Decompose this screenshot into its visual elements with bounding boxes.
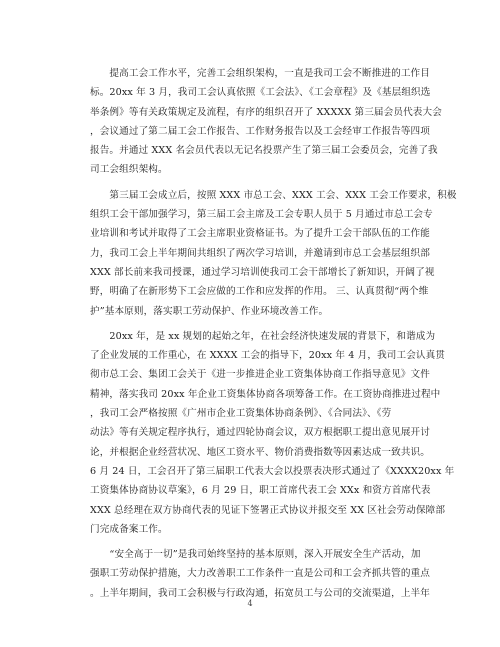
text-line: 彻市总工会、集团工会关于《进一步推进企业工资集体协商工作指导意见》文件 xyxy=(90,369,430,381)
paragraph xyxy=(90,186,457,321)
text-line: 20xx 年，是 xx 规划的起始之年，在社会经济快速发展的背景下，和谐成为 xyxy=(90,330,436,342)
text-line: ，我司工会严格按照《广州市企业工资集体协商条例》、《合同法》、《劳 xyxy=(90,408,392,420)
text-line: 组织工会干部加强学习，第三届工会主席及工会专职人员于 5 月通过市总工会专 xyxy=(90,209,433,221)
text-line: 论，并根据企业经营状况、地区工资水平、物价消费指数等因素达成一致共识。 xyxy=(90,446,430,458)
text-line: “安全高于一切”是我司始终坚持的基本原则，深入开展安全生产活动，加 xyxy=(90,549,421,561)
paragraph xyxy=(90,327,455,539)
text-line: 工资集体协商协议草案》，6 月 29 日，职工首席代表工会 XXx 和资方首席代表 xyxy=(90,485,431,497)
text-line: 第三届工会成立后，按照 XXX 市总工会、XXX 工会、XXX 工会工作要求，积极 xyxy=(90,189,457,201)
text-line: 标。20xx 年 3 月，我司工会认真依照《工会法》、《工会章程》及《基层组织选 xyxy=(90,87,431,99)
text-line: 司工会组织架构。 xyxy=(90,164,168,176)
text-line: 护”基本原则，落实职工劳动保护、作业环境改善工作。 xyxy=(90,305,329,317)
text-line: 了企业发展的工作重心，在 XXXX 工会的指导下，20xx 年 4 月，我司工会认真贯 xyxy=(90,350,446,362)
paragraph xyxy=(90,545,430,603)
body-text xyxy=(90,64,457,609)
text-line: 精神，落实我司 20xx 年企业工资集体协商各项筹备工作。在工资协商推进过程中 xyxy=(90,388,441,400)
text-line: XXX 总经理在双方协商代表的见证下签署正式协议并报交至 XX 区社会劳动保障部 xyxy=(90,504,446,516)
text-line: 举条例》等有关政策规定及流程，有序的组织召开了 XXXXX 第三届会员代表大会 xyxy=(90,106,442,118)
text-line: 野，明确了在新形势下工会应做的工作和应发挥的作用。 三、认真贯彻“两个维 xyxy=(90,286,429,298)
text-line: 报告。并通过 XXX 名会员代表以无记名投票产生了第三届工会委员会，完善了我 xyxy=(90,145,438,157)
paragraph xyxy=(90,64,442,180)
text-line: 。上半年期间，我司工会积极与行政沟通，拓宽员工与公司的交流渠道，上半年 xyxy=(90,587,430,599)
text-line: 动法》等有关规定程序执行，通过四轮协商会议，双方根据职工提出意见展开讨 xyxy=(90,427,430,439)
text-line: 业培训和考试并取得了工会主席职业资格证书。为了提升工会干部队伍的工作能 xyxy=(90,228,430,240)
text-line: XXX 部长前来我司授课，通过学习培训使我司工会干部增长了新知识，开阔了视 xyxy=(90,266,435,278)
text-line: 门完成备案工作。 xyxy=(90,523,168,535)
text-line: 强职工劳动保护措施，大力改善职工工作条件一直是公司和工会齐抓共管的重点 xyxy=(90,568,430,580)
text-line: 6 月 24 日，工会召开了第三届职工代表大会以投票表决形式通过了《XXXX20xx 年 xyxy=(90,465,455,477)
text-line: 提高工会工作水平，完善工会组织架构，一直是我司工会不断推进的工作目 xyxy=(90,68,430,79)
page-number: 4 xyxy=(247,599,253,608)
text-line: ，会议通过了第二届工会工作报告、工作财务报告以及工会经审工作报告等四项 xyxy=(90,125,430,137)
text-line: 力，我司工会上半年期间共组织了两次学习培训，并邀请到市总工会基层组织部 xyxy=(90,247,430,259)
